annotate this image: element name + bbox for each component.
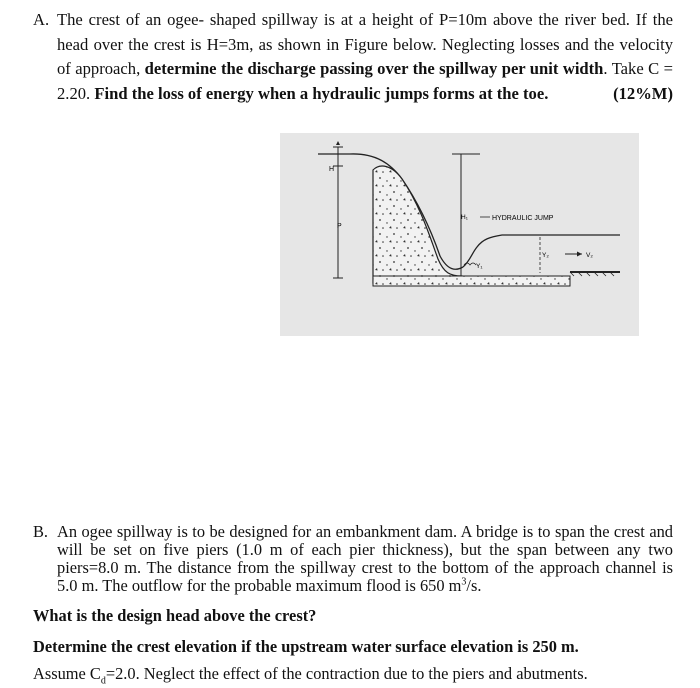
unit-superscript: 3 — [461, 576, 467, 588]
question-a-text-2: . Take C = 2.20. — [57, 59, 673, 103]
cd-subscript: d — [100, 675, 106, 687]
question-b-text-1: An ogee spillway is to be designed for an embankment dam. A bridge is to span the crest and will be set on five piers (1.0 m of each pier thickness), but the span between any two piers=8.0 m. The distance from the spillway crest to the bottom of the approach channel is 5.0 m. The outflow for the probable maximum flood is 650 m — [57, 522, 673, 595]
question-a-bold-2: Find the loss of energy when a hydraulic jumps forms at the toe. — [94, 83, 549, 103]
design-head-question — [33, 607, 316, 625]
question-b — [33, 522, 673, 687]
spillway-diagram — [280, 133, 639, 336]
label-p: P — [337, 223, 342, 230]
question-b-unit-end: /s. — [466, 576, 482, 595]
question-a-text — [57, 8, 673, 106]
question-b-label: B. — [33, 522, 49, 541]
assume-text-2: =2.0. Neglect the effect of the contraction due to the piers and abutments. — [105, 664, 588, 683]
label-h: H — [329, 166, 335, 173]
design-head-text: What is the design head above the crest? — [33, 606, 317, 625]
question-a-marks: (12%M) — [613, 83, 673, 103]
question-b-text — [57, 523, 673, 595]
question-a-bold-1: determine the discharge passing over the spillway per unit width — [144, 59, 604, 79]
label-h1: H₁ — [461, 214, 468, 221]
apron — [373, 276, 570, 286]
question-a-text-1: The crest of an ogee- shaped spillway is at a height of P=10m above the river bed. If the head over the crest is H=3m, as shown in Figure below. Neglecting losses and the velocity of approach, — [57, 10, 673, 79]
question-a-label: A. — [33, 10, 50, 29]
crest-elevation-text: Determine the crest elevation if the upstream water surface elevation is 250 m. — [33, 637, 579, 656]
label-v2: V₂ — [586, 252, 593, 259]
label-y1: Y₁ — [476, 263, 483, 270]
label-y2: Y₂ — [542, 252, 549, 259]
spillway-figure — [280, 133, 639, 336]
assume-text-1: Assume C — [33, 664, 101, 683]
crest-elevation-question — [33, 638, 579, 656]
question-a — [33, 8, 673, 106]
assumption-line — [33, 664, 588, 687]
spillway-body — [373, 166, 462, 283]
water-level-marker-icon — [336, 141, 340, 145]
label-hydraulic-jump: HYDRAULIC JUMP — [492, 215, 554, 222]
jump-surface — [463, 235, 620, 267]
